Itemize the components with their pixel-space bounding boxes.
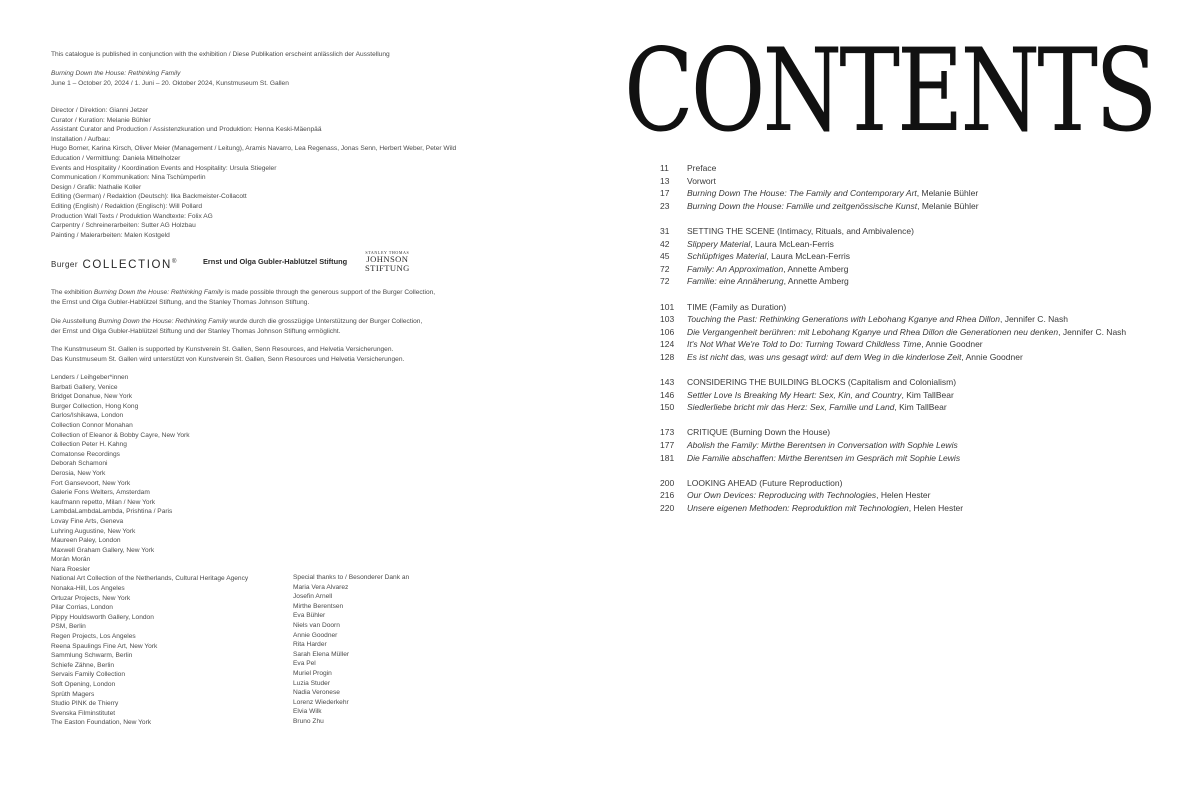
logo-collection-word: COLLECTION [82, 259, 172, 271]
support-de-title: Burning Down the House: Rethinking Family [98, 318, 228, 325]
lender-item: Lovay Fine Arts, Geneva [51, 517, 124, 525]
toc-entry-title: Settler Love Is Breaking My Heart: Sex, Kin, and Country [687, 389, 902, 400]
staff-credit-line: Editing (English) / Redaktion (Englisch): Will Pollard [51, 202, 202, 210]
toc-entry [660, 426, 1200, 439]
support-de-post: wurde durch die grosszügige Unterstützung der Burger Collection, [227, 318, 423, 325]
toc-entry [660, 250, 1200, 263]
support-en-title: Burning Down the House: Rethinking Family [93, 289, 224, 296]
toc-entry [660, 275, 1200, 288]
thanks-item: Eva Pel [293, 660, 316, 668]
toc-page-number: 128 [660, 351, 675, 362]
toc-entry [660, 326, 1200, 339]
lender-item: Collection of Eleanor & Bobby Cayre, New York [51, 431, 190, 439]
table-of-contents [660, 162, 1200, 515]
kunstverein-de: Das Kunstmuseum St. Gallen wird unterstützt von Kunstverein St. Gallen, Senn Resources und Helvetia Versicherungen. [51, 355, 405, 363]
logo-registered-mark: ® [171, 259, 177, 265]
toc-entry-title: Preface [687, 163, 717, 173]
toc-entry [660, 389, 1200, 402]
lender-item: Nonaka-Hill, Los Angeles [51, 585, 125, 593]
toc-entry-title: Abolish the Family: Mirthe Berentsen in Conversation with Sophie Lewis [687, 440, 958, 451]
lender-item: Pilar Corrias, London [51, 604, 113, 612]
exhibition-title: Burning Down the House: Rethinking Family [51, 70, 181, 77]
toc-entry-title: Our Own Devices: Reproducing with Technologies [687, 490, 877, 501]
exhibition-info [51, 69, 591, 88]
lender-item: Maxwell Graham Gallery, New York [51, 546, 155, 554]
toc-page-number: 177 [660, 440, 675, 451]
toc-entry-author: , Helen Hester [876, 490, 931, 501]
toc-entry [660, 376, 1200, 389]
toc-entry-title: Es ist nicht das, was uns gesagt wird: auf dem Weg in die kinderlose Zeit [687, 351, 962, 362]
lenders-heading: Lenders / Leihgeber*innen [51, 374, 129, 381]
toc-entry-author: , Kim TallBear [901, 389, 954, 400]
toc-entry [660, 225, 1200, 238]
lender-item: Galerie Fons Welters, Amsterdam [51, 489, 150, 497]
toc-entry [660, 162, 1200, 175]
staff-credit-line: Painting / Malerarbeiten: Malen Kostgeld [51, 231, 170, 239]
toc-page-number: 173 [660, 427, 675, 438]
toc-entry-title: Unsere eigenen Methoden: Reproduktion mit Technologien [687, 503, 909, 514]
toc-entry-author: , Helen Hester [908, 503, 964, 514]
thanks-item: Niels van Doorn [293, 621, 340, 629]
support-en-pre: The exhibition [51, 289, 94, 296]
toc-page-number: 31 [660, 225, 670, 236]
toc-entry-author: , Jennifer C. Nash [1058, 326, 1127, 337]
lender-item: Reena Spaulings Fine Art, New York [51, 642, 158, 650]
toc-entry [660, 502, 1200, 515]
burger-collection-logo [51, 255, 176, 273]
lender-item: Barbati Gallery, Venice [51, 383, 118, 391]
toc-page-number: 216 [660, 490, 675, 501]
lender-item: Sprüth Magers [51, 690, 95, 698]
intro-text: This catalogue is published in conjunction with the exhibition / Diese Publikation erscheint anlässlich der Ausstellung [51, 51, 390, 58]
thanks-item: Sarah Elena Müller [293, 650, 350, 658]
lender-item: Comatonse Recordings [51, 450, 120, 458]
toc-entry-title: CRITIQUE (Burning Down the House) [687, 427, 831, 438]
toc-entry-author: , Annette Amberg [783, 263, 849, 274]
toc-entry-title: Schlüpfriges Material [687, 251, 767, 262]
lender-item: LambdaLambdaLambda, Prishtina / Paris [51, 508, 173, 516]
thanks-list [293, 573, 493, 727]
gubler-stiftung-logo: Ernst und Olga Gubler-Hablützel Stiftung [203, 257, 348, 266]
toc-entry-title: Burning Down the House: Familie und zeitgenössische Kunst [687, 200, 918, 211]
right-page-contents [600, 0, 1200, 792]
lender-item: Soft Opening, London [51, 681, 116, 688]
lender-item: Bridget Donahue, New York [51, 393, 133, 401]
staff-credit-line: Communication / Kommunikation: Nina Tschümperlin [51, 174, 206, 182]
lender-item: Nara Roesler [51, 565, 90, 573]
lender-item: Sammlung Schwarm, Berlin [51, 652, 133, 660]
toc-entry-title: Vorwort [687, 175, 716, 186]
toc-page-number: 42 [660, 238, 670, 249]
toc-entry [660, 351, 1200, 364]
logo-johnson-small: STANLEY THOMAS [365, 250, 410, 255]
lender-item: Maureen Paley, London [51, 537, 121, 545]
toc-page-number: 124 [660, 339, 675, 350]
staff-credit-line: Production Wall Texts / Produktion Wandtexte: Folix AG [51, 212, 213, 220]
lender-item: National Art Collection of the Netherlands, Cultural Heritage Agency [51, 575, 249, 583]
toc-entry-title: CONSIDERING THE BUILDING BLOCKS (Capitalism and Colonialism) [687, 377, 957, 388]
lender-item: PSM, Berlin [51, 623, 86, 631]
toc-page-number: 11 [660, 163, 669, 173]
johnson-stiftung-logo [365, 250, 410, 273]
staff-credits [51, 106, 591, 240]
staff-credit-line: Events and Hospitality / Koordination Events and Hospitality: Ursula Stiegeler [51, 164, 277, 172]
exhibition-dates: June 1 – October 20, 2024 / 1. Juni – 20. Oktober 2024, Kunstmuseum St. Gallen [51, 79, 289, 87]
lender-item: Morán Morán [51, 556, 91, 564]
sponsor-logos [51, 250, 451, 277]
lender-item: Pippy Houldsworth Gallery, London [51, 613, 154, 621]
contents-title [624, 35, 1194, 155]
toc-page-number: 13 [660, 175, 670, 186]
logo-johnson-line1: JOHNSON [366, 254, 409, 264]
toc-page-number: 143 [660, 377, 675, 388]
toc-entry [660, 401, 1200, 414]
thanks-item: Muriel Progin [293, 669, 332, 677]
toc-page-number: 72 [660, 263, 670, 274]
lender-item: Regen Projects, Los Angeles [51, 633, 136, 641]
toc-entry [660, 477, 1200, 490]
thanks-item: Elvia Wilk [293, 708, 322, 716]
kunstverein-statement [51, 345, 591, 364]
thanks-item: Maria Vera Alvarez [293, 583, 349, 591]
toc-entry-title: Familie: eine Annäherung [687, 276, 784, 287]
lender-item: Carlos/Ishikawa, London [51, 412, 124, 420]
toc-page-number: 23 [660, 200, 670, 211]
toc-entry-author: , Laura McLean-Ferris [766, 251, 850, 262]
toc-section-gap [660, 414, 1200, 427]
lender-item: Servais Family Collection [51, 671, 126, 679]
thanks-item: Luzia Studer [293, 679, 331, 687]
toc-entry-title: LOOKING AHEAD (Future Reproduction) [687, 477, 843, 488]
toc-entry-title: Siedlerliebe bricht mir das Herz: Sex, Familie und Land [687, 402, 895, 413]
toc-entry [660, 175, 1200, 188]
toc-entry [660, 263, 1200, 276]
lenders-list [51, 373, 291, 728]
lender-item: Collection Connor Monahan [51, 421, 133, 429]
kunstverein-en: The Kunstmuseum St. Gallen is supported by Kunstverein St. Gallen, Senn Resources, and Helvetia Versicherungen. [51, 346, 394, 353]
lender-item: Burger Collection, Hong Kong [51, 402, 139, 410]
toc-entry [660, 313, 1200, 326]
support-statement-en [51, 288, 591, 307]
lender-item: Deborah Schamoni [51, 460, 108, 468]
staff-credit-line: Curator / Kuration: Melanie Bühler [51, 116, 151, 124]
toc-entry-author: , Annette Amberg [783, 276, 849, 287]
toc-entry-title: It's Not What We're Told to Do: Turning Toward Childless Time [687, 339, 922, 350]
toc-page-number: 200 [660, 477, 675, 488]
toc-entry-author: , Jennifer C. Nash [999, 314, 1069, 325]
lender-item: Luhring Augustine, New York [51, 527, 136, 535]
toc-entry-author: , Laura McLean-Ferris [750, 238, 834, 249]
toc-entry-title: Die Familie abschaffen: Mirthe Berentsen im Gespräch mit Sophie Lewis [687, 452, 961, 463]
toc-entry [660, 301, 1200, 314]
thanks-item: Annie Goodner [293, 631, 338, 639]
toc-page-number: 103 [660, 314, 675, 325]
toc-section-gap [660, 288, 1200, 301]
support-statement-de [51, 317, 591, 336]
lender-item: Studio PINK de Thierry [51, 700, 119, 708]
toc-entry-title: SETTING THE SCENE (Intimacy, Rituals, and Ambivalence) [687, 225, 914, 236]
toc-entry-title: Die Vergangenheit berühren: mit Lebohang Kganye und Rhea Dillon die Generationen neu denken [687, 326, 1059, 337]
logo-burger-word: Burger [51, 260, 79, 269]
thanks-item: Rita Harder [293, 641, 327, 649]
lender-item: kaufmann repetto, Milan / New York [51, 498, 156, 506]
toc-entry-title: Family: An Approximation [687, 263, 784, 274]
contents-title-text: CONTENTS [624, 35, 1155, 155]
toc-page-number: 220 [660, 503, 675, 514]
toc-page-number: 106 [660, 326, 675, 337]
thanks-item: Bruno Zhu [293, 717, 324, 725]
thanks-item: Josefin Arnell [293, 593, 333, 601]
toc-entry-title: Burning Down The House: The Family and Contemporary Art [687, 188, 917, 199]
staff-credit-line: Installation / Aufbau: [51, 135, 111, 143]
toc-page-number: 101 [660, 301, 675, 312]
publication-intro [51, 50, 591, 60]
toc-entry-title: Slippery Material [687, 238, 751, 249]
toc-entry [660, 338, 1200, 351]
toc-entry [660, 238, 1200, 251]
staff-credit-line: Education / Vermittlung: Daniela Mittelholzer [51, 154, 181, 162]
lender-item: Svenska Filminstitutet [51, 709, 116, 717]
staff-credit-line: Assistant Curator and Production / Assistenzkuration und Produktion: Henna Keski-Mäenpää [51, 126, 322, 134]
staff-credit-line: Design / Grafik: Nathalie Koller [51, 183, 142, 191]
lender-item: Collection Peter H. Kahng [51, 441, 127, 449]
staff-credit-line: Hugo Borner, Karina Kirsch, Oliver Meier (Management / Leitung), Aramis Navarro, Lea Regenass, Jonas Senn, Herbert Weber, Peter Wild [51, 145, 457, 153]
toc-section-gap [660, 212, 1200, 225]
toc-entry-title: Touching the Past: Rethinking Generations with Lebohang Kganye and Rhea Dillon [687, 314, 1000, 325]
toc-entry-author: , Melanie Bühler [916, 188, 979, 199]
support-de-line2: der Ernst und Olga Gubler-Hablützel Stiftung und der Stanley Thomas Johnson Stiftung ermöglicht. [51, 327, 341, 335]
staff-credit-line: Director / Direktion: Gianni Jetzer [51, 107, 149, 114]
toc-entry-title: TIME (Family as Duration) [687, 301, 787, 312]
toc-page-number: 181 [660, 452, 675, 463]
toc-section-gap [660, 464, 1200, 477]
toc-entry [660, 200, 1200, 213]
toc-entry [660, 489, 1200, 502]
toc-entry-author: , Annie Goodner [921, 339, 983, 350]
toc-entry [660, 439, 1200, 452]
thanks-item: Mirthe Berentsen [293, 602, 344, 610]
toc-page-number: 72 [660, 276, 670, 287]
lender-item: Ortuzar Projects, New York [51, 594, 131, 602]
staff-credit-line: Carpentry / Schreinerarbeiten: Sutter AG Holzbau [51, 222, 196, 230]
thanks-heading: Special thanks to / Besonderer Dank an [293, 574, 410, 581]
staff-credit-line: Editing (German) / Redaktion (Deutsch): Ilka Backmeister-Collacott [51, 193, 247, 201]
lender-item: The Easton Foundation, New York [51, 719, 152, 727]
support-de-pre: Die Ausstellung [51, 318, 99, 325]
toc-entry-author: , Kim TallBear [894, 402, 947, 413]
support-en-line2: the Ernst und Olga Gubler-Hablützel Stiftung, and the Stanley Thomas Johnson Stiftung. [51, 298, 310, 306]
thanks-item: Lorenz Wiederkehr [293, 698, 349, 706]
lender-item: Derosia, New York [51, 469, 106, 477]
toc-section-gap [660, 364, 1200, 377]
toc-entry-author: , Annie Goodner [961, 351, 1023, 362]
support-en-post: is made possible through the generous support of the Burger Collection, [223, 289, 436, 296]
toc-entry-author: , Melanie Bühler [917, 200, 979, 211]
lender-item: Fort Gansevoort, New York [51, 479, 131, 487]
lender-item: Schiefe Zähne, Berlin [51, 661, 115, 669]
toc-page-number: 17 [660, 188, 670, 199]
toc-page-number: 146 [660, 389, 675, 400]
thanks-item: Eva Bühler [293, 612, 326, 620]
toc-page-number: 150 [660, 402, 675, 413]
toc-entry [660, 452, 1200, 465]
thanks-item: Nadia Veronese [293, 689, 340, 697]
logo-johnson-line2: STIFTUNG [365, 262, 410, 273]
toc-entry [660, 187, 1200, 200]
toc-page-number: 45 [660, 251, 670, 262]
